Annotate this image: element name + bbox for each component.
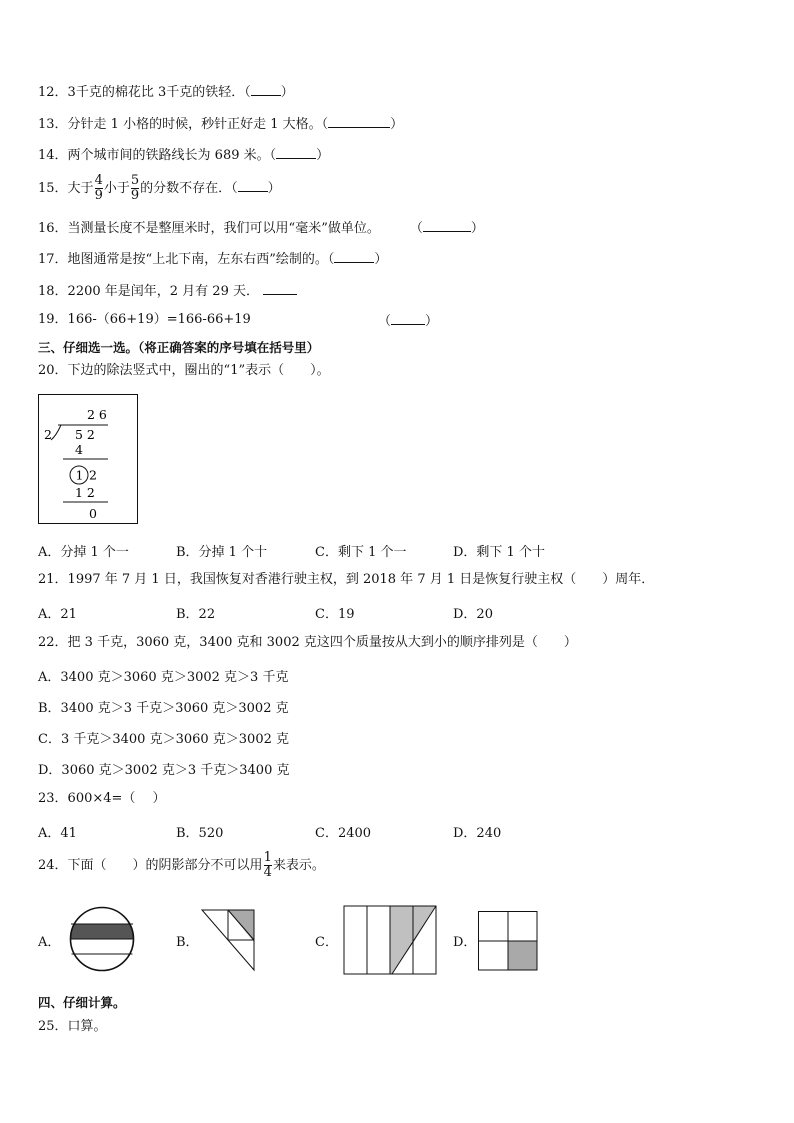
q24-option-d-grid[interactable] bbox=[477, 910, 539, 972]
question-18: 18．2200 年是闰年，2 月有 29 天． bbox=[38, 282, 297, 300]
division-divisor: 2 bbox=[44, 427, 52, 442]
long-division-figure bbox=[38, 394, 140, 526]
division-quotient: 2 6 bbox=[87, 407, 107, 422]
question-19-answer: （ ） bbox=[378, 314, 439, 329]
answer-blank-18[interactable] bbox=[263, 282, 297, 295]
answer-blank-16[interactable] bbox=[423, 219, 471, 232]
fraction-1-4: $\frac{1}{4}$ bbox=[263, 850, 272, 880]
q21-option-c[interactable]: C．19 bbox=[315, 607, 355, 622]
answer-blank-13[interactable] bbox=[328, 115, 390, 128]
section-3-heading: 三、仔细选一选。（将正确答案的序号填在括号里） bbox=[38, 340, 320, 355]
question-14: 14．两个城市间的铁路线长为 689 米。（ ） bbox=[38, 148, 330, 163]
q21-option-a[interactable]: A．21 bbox=[38, 607, 77, 622]
division-step1: 4 bbox=[75, 442, 83, 457]
question-19: 19．166-（66+19）=166-66+19 bbox=[38, 312, 251, 327]
q21-option-d[interactable]: D．20 bbox=[453, 607, 493, 622]
q20-option-d[interactable]: D．剩下 1 个十 bbox=[453, 545, 545, 560]
answer-blank-17[interactable] bbox=[334, 250, 374, 263]
q24-option-a-label[interactable]: A． bbox=[38, 935, 61, 950]
division-step2-rest: 2 bbox=[89, 467, 97, 483]
q23-option-a[interactable]: A．41 bbox=[38, 826, 77, 841]
q20-option-b[interactable]: B．分掉 1 个十 bbox=[176, 545, 268, 560]
section-4-heading: 四、仔细计算。 bbox=[38, 995, 126, 1010]
division-step3: 1 2 bbox=[75, 485, 95, 500]
question-15: 15．大于 $\frac{4}{9}$ 小于 $\frac{5}{9}$ 的分数不存在．（ ） bbox=[38, 173, 281, 203]
q23-option-c[interactable]: C．2400 bbox=[315, 826, 372, 841]
q23-option-d[interactable]: D．240 bbox=[453, 826, 502, 841]
q24-option-d-label[interactable]: D． bbox=[453, 935, 477, 950]
q23-option-b[interactable]: B．520 bbox=[176, 826, 224, 841]
question-23: 23．600×4=（ ） bbox=[38, 791, 166, 806]
fraction-4-9: $\frac{4}{9}$ bbox=[94, 173, 103, 203]
question-17: 17．地图通常是按“上北下南，左东右西”绘制的。（ ） bbox=[38, 252, 388, 267]
answer-blank-19[interactable] bbox=[391, 312, 425, 325]
answer-blank-14[interactable] bbox=[276, 146, 316, 159]
q20-option-a[interactable]: A．分掉 1 个一 bbox=[38, 545, 129, 560]
q24-option-c-rectangle[interactable] bbox=[342, 904, 438, 976]
q24-option-b-triangle[interactable] bbox=[200, 908, 258, 972]
q24-option-b-label[interactable]: B． bbox=[176, 935, 199, 950]
q24-option-a-striped-circle[interactable] bbox=[66, 906, 138, 972]
division-circled-digit: 1 bbox=[75, 467, 84, 483]
division-remainder: 0 bbox=[89, 506, 97, 521]
q22-option-b[interactable]: B．3400 克＞3 千克＞3060 克＞3002 克 bbox=[38, 701, 289, 716]
q20-option-c[interactable]: C．剩下 1 个一 bbox=[315, 545, 407, 560]
answer-blank-15[interactable] bbox=[238, 179, 268, 192]
q24-option-c-label[interactable]: C． bbox=[315, 935, 338, 950]
question-21: 21．1997 年 7 月 1 日，我国恢复对香港行驶主权，到 2018 年 7 月 1 日是恢复行驶主权（ ）周年． bbox=[38, 572, 655, 587]
q22-option-a[interactable]: A．3400 克＞3060 克＞3002 克＞3 千克 bbox=[38, 670, 289, 685]
q21-option-b[interactable]: B．22 bbox=[176, 607, 216, 622]
question-22: 22．把 3 千克，3060 克，3400 克和 3002 克这四个质量按从大到小的顺序排列是（ ） bbox=[38, 635, 577, 650]
question-16: 16．当测量长度不是整厘米时，我们可以用“毫米”做单位。 （ ） bbox=[38, 221, 484, 236]
question-13: 13．分针走 1 小格的时候，秒针正好走 1 大格。（ ） bbox=[38, 117, 404, 132]
q22-option-c[interactable]: C．3 千克＞3400 克＞3060 克＞3002 克 bbox=[38, 732, 289, 747]
q22-option-d[interactable]: D．3060 克＞3002 克＞3 千克＞3400 克 bbox=[38, 763, 290, 778]
fraction-5-9: $\frac{5}{9}$ bbox=[130, 173, 140, 203]
answer-blank-12[interactable] bbox=[251, 83, 281, 96]
question-25: 25．口算。 bbox=[38, 1019, 107, 1034]
question-12: 12．3千克的棉花比 3千克的铁轻．（ ） bbox=[38, 85, 294, 100]
question-24: 24．下面（ ）的阴影部分不可以用 $\frac{1}{4}$ 来表示。 bbox=[38, 850, 325, 880]
division-dividend: 5 2 bbox=[75, 427, 95, 442]
question-20: 20．下边的除法竖式中，圈出的“1”表示（ ）。 bbox=[38, 363, 330, 378]
